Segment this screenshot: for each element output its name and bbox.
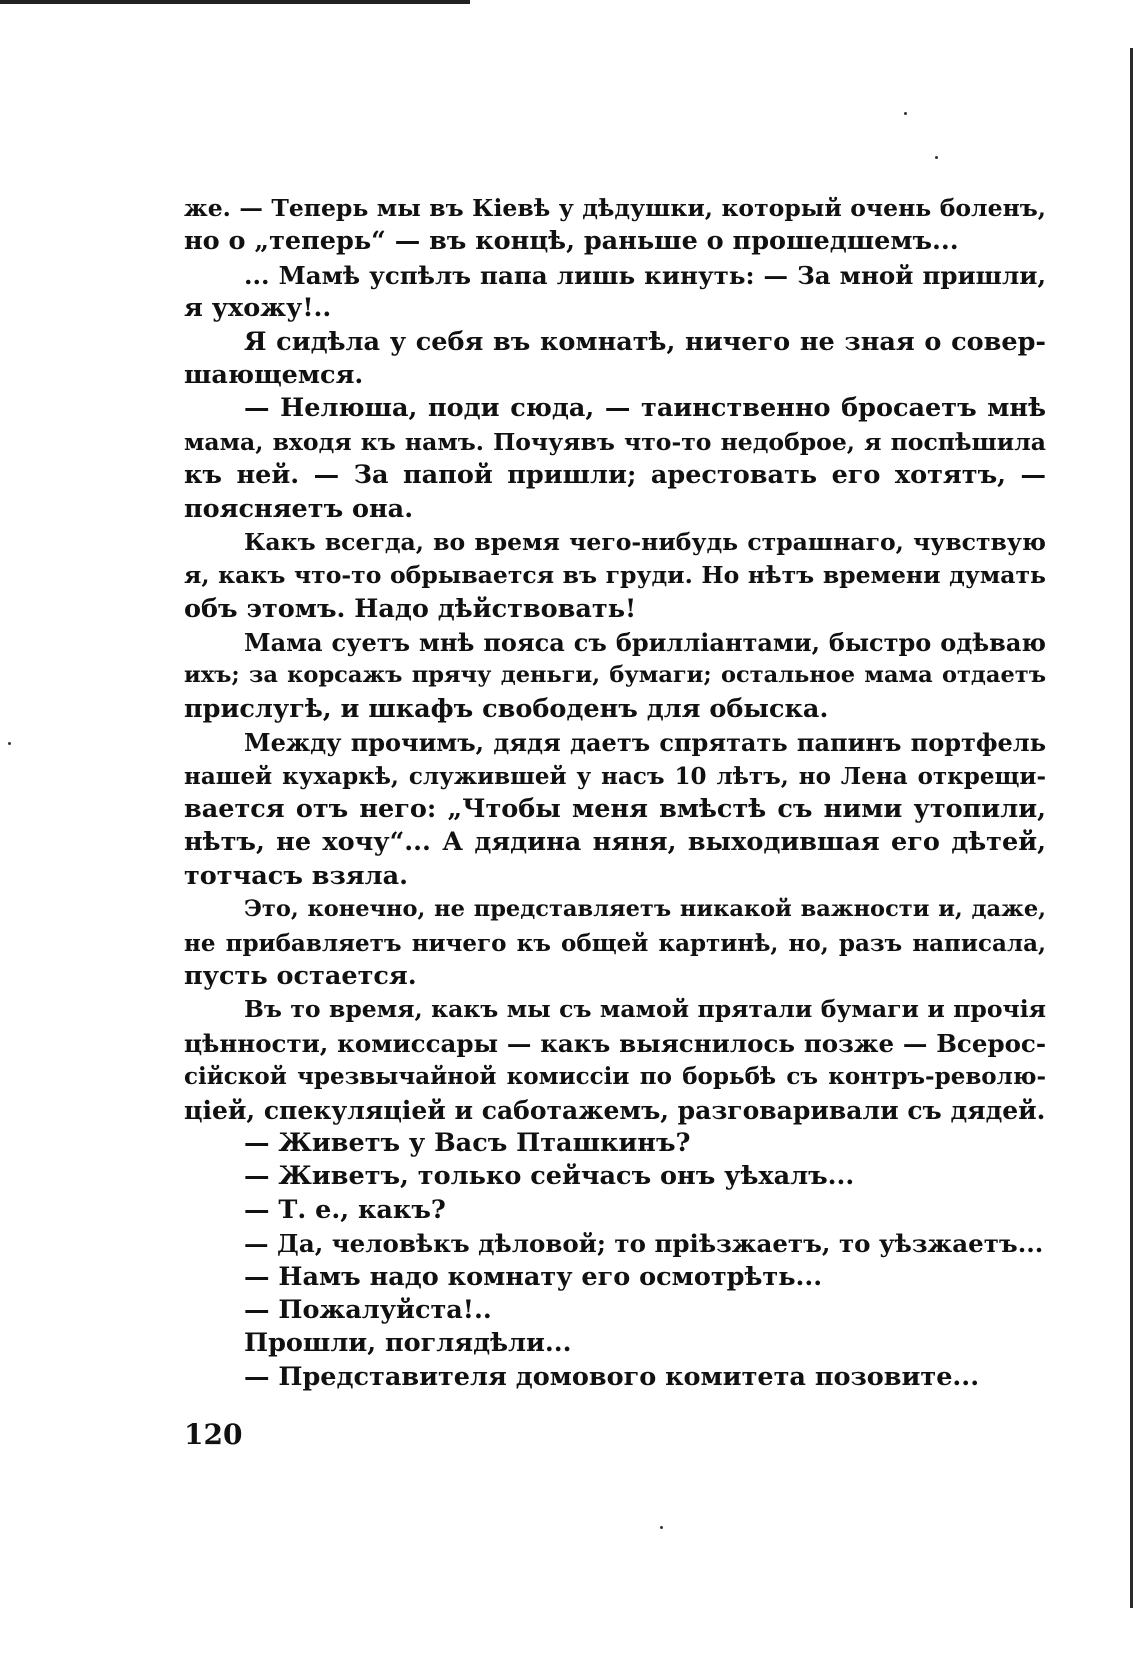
text-line: нашей кухаркѣ, служившей у насъ 10 лѣтъ, но Лена открещи-	[184, 762, 1046, 790]
text-line: — Нелюша, поди сюда, — таинственно бросаетъ мнѣ	[244, 393, 1046, 424]
text-line: Мама суетъ мнѣ пояса съ брилліантами, быстро одѣваю	[244, 628, 1046, 658]
text-line: тотчасъ взяла.	[184, 860, 408, 891]
text-line: цѣнности, комиссары — какъ выяснилось позже — Всерос-	[184, 1028, 1046, 1058]
text-line: пусть остается.	[184, 960, 417, 991]
text-line: — Живетъ у Васъ Пташкинъ?	[244, 1127, 691, 1158]
page-number: 120	[184, 1418, 243, 1451]
text-line: но о „теперь“ — въ концѣ, раньше о прошедшемъ...	[184, 226, 959, 257]
right-scan-edge	[1130, 48, 1133, 1608]
text-line: ихъ; за корсажъ прячу деньги, бумаги; остальное мама отдаетъ	[184, 662, 1046, 689]
text-line: же. — Теперь мы въ Кіевѣ у дѣдушки, который очень боленъ,	[184, 194, 1046, 222]
text-line: шающемся.	[184, 359, 364, 390]
text-line: прислугѣ, и шкафъ свободенъ для обыска.	[184, 693, 829, 724]
text-line: — Намъ надо комнату его осмотрѣть...	[244, 1261, 823, 1292]
text-line: мама, входя къ намъ. Почуявъ что-то недоброе, я поспѣшила	[184, 427, 1046, 456]
text-line: нѣтъ, не хочу“... А дядина няня, выходившая его дѣтей,	[184, 827, 1046, 858]
text-line: сійской чрезвычайной комиссіи по борьбѣ съ контръ-револю-	[184, 1063, 1046, 1091]
text-line: поясняетъ она.	[184, 493, 414, 524]
text-line: — Живетъ, только сейчасъ онъ уѣхалъ...	[244, 1161, 855, 1192]
text-line: — Пожалуйста!..	[244, 1294, 492, 1325]
scan-speck	[904, 112, 907, 115]
text-line: Между прочимъ, дядя даетъ спрятать папинъ портфель	[244, 728, 1046, 758]
text-line: Прошли, поглядѣли...	[244, 1328, 572, 1359]
text-line: — Т. е., какъ?	[244, 1194, 446, 1225]
text-line: — Да, человѣкъ дѣловой; то пріѣзжаетъ, то уѣзжаетъ...	[244, 1229, 1044, 1259]
scan-speck	[8, 742, 11, 745]
text-line: я ухожу!..	[184, 293, 332, 324]
text-line: Въ то время, какъ мы съ мамой прятали бумаги и прочія	[244, 995, 1046, 1024]
text-line: я, какъ что-то обрывается въ груди. Но нѣтъ времени думать	[184, 561, 1046, 590]
top-scan-edge	[0, 0, 470, 4]
text-line: — Представителя домового комитета позовите...	[244, 1361, 980, 1392]
text-line: Это, конечно, не представляетъ никакой важности и, даже,	[244, 896, 1046, 923]
text-line: ціей, спекуляціей и саботажемъ, разговаривали съ дядей.	[184, 1095, 1046, 1125]
text-line: вается отъ него: „Чтобы меня вмѣстѣ съ ними утопили,	[184, 794, 1046, 825]
text-line: Какъ всегда, во время чего-нибудь страшнаго, чувствую	[244, 527, 1046, 556]
text-line: ... Мамѣ успѣлъ папа лишь кинуть: — За мной пришли,	[244, 260, 1046, 290]
text-line: не прибавляетъ ничего къ общей картинѣ, но, разъ написала,	[184, 929, 1046, 957]
scan-speck	[660, 1526, 663, 1529]
text-line: къ ней. — За папой пришли; арестовать его хотятъ, —	[184, 460, 1046, 491]
scan-speck	[935, 156, 938, 159]
text-line: Я сидѣла у себя въ комнатѣ, ничего не зная о совер-	[244, 326, 1046, 357]
text-line: объ этомъ. Надо дѣйствовать!	[184, 593, 637, 624]
body-text	[184, 192, 1046, 1394]
